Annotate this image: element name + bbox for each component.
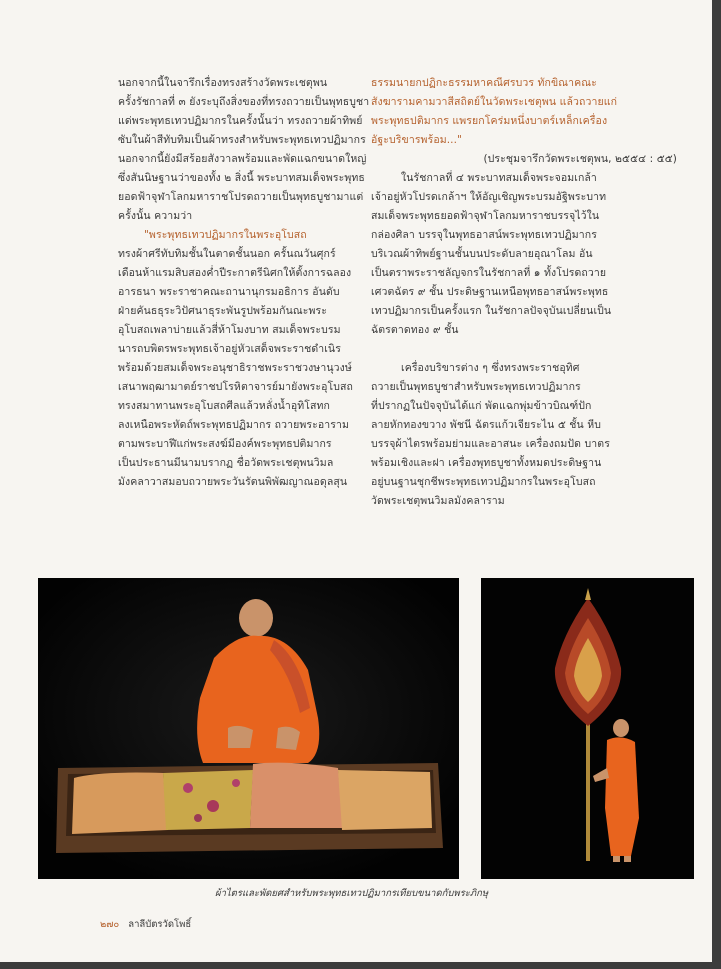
right-column-line: ถวายเป็นพุทธบูชาสำหรับพระพุทธเทวปฏิมากร — [371, 381, 581, 393]
monk-head — [239, 599, 273, 637]
right-column-line: ในรัชกาลที่ ๔ พระบาทสมเด็จพระจอมเกล้า — [401, 172, 597, 184]
right-column-line: ธรรมนายกปฏิกะธรรมหาคณีศรบวร ทักขิณาคณะ — [371, 77, 597, 89]
robe-cloth-2 — [250, 763, 343, 828]
left-column-line: ทรงผ้าศรีทับทิมชั้นในตาดชั้นนอก ครั้นณวันศุกร์ — [118, 248, 336, 260]
right-column-line: สังฆารามคามวาสีสถิตย์ในวัดพระเชตุพน แล้วถวายแก่ — [371, 96, 618, 108]
robe-cloth-3 — [338, 770, 432, 830]
left-column-line: แด่พระพุทธเทวปฏิมากรในครั้งนั้นว่า ทรงถวายผ้าทิพย์ — [118, 115, 363, 127]
left-column-line: ทรงสมาทานพระอุโบสถศีลแล้วหลั่งน้ำอุทิโสทก — [118, 400, 330, 412]
standing-monk-head — [613, 719, 629, 737]
right-column-line: เจ้าอยู่หัวโปรดเกล้าฯ ให้อัญเชิญพระบรมอัฐิพระบาท — [371, 191, 607, 203]
left-column-line: อุโบสถเพลาบ่ายแล้วสี่ห้าโมงบาท สมเด็จพระบรม — [118, 324, 341, 336]
left-column-line: ครั้งรัชกาลที่ ๓ ยังระบุถึงสิ่งของที่ทรงถวายเป็นพุทธบูชา — [118, 96, 370, 108]
left-column-line: อารธนา พระราชาคณะถานานุกรมอธิการ อันดับ — [118, 286, 340, 298]
photo-monk-with-fan — [481, 578, 694, 879]
left-column-line: นอกจากนี้ยังมีสร้อยสังวาลพร้อมและพัดแฉกขนาดใหญ่ — [118, 153, 367, 165]
scan-edge-right — [712, 0, 721, 969]
right-text-column — [371, 74, 707, 511]
right-column-line: ลายหักทองขวาง พัชนี ฉัตรแก้วเจียระไน ๕ ชั้น หีบ — [371, 419, 602, 431]
right-column-line: สมเด็จพระพุทธยอดฟ้าจุฬาโลกมหาราชบรรจุไว้ใน — [371, 210, 600, 222]
left-column-line: มังคลาวาสมอบถวายพระวันรัตนพิพัฒญาณอดุลสุน — [118, 476, 348, 488]
publication-name: ลาลีบัตรวัดโพธิ์ — [128, 919, 192, 930]
left-column-line: ตามพระบาฬีแก่พระสงฆ์มีองค์พระพุทธปติมากร — [118, 438, 332, 450]
right-column-line: พระพุทธปติมากร แพรยกโคร่มหนึ่งบาตร์เหล็กเครื่อง — [371, 115, 608, 127]
page-number: ๒๗๐ — [100, 919, 120, 930]
left-column-line: นารถบพิตรพระพุทธเจ้าอยู่หัวเสด็จพระราชดำเนิร — [118, 343, 341, 355]
right-column-line: กล่องศิลา บรรจุในพุทธอาสน์พระพุทธเทวปฏิมากร — [371, 229, 597, 241]
photo-caption: ผ้าไตรและพัดยศสำหรับพระพุทธเทวปฏิมากรเทียบขนาดกับพระภิกษุ — [215, 888, 489, 899]
right-column-line: (ประชุมจารึกวัดพระเชตุพน, ๒๕๕๔ : ๕๕) — [483, 153, 677, 165]
right-column-line: วัดพระเชตุพนวิมลมังคลาราม — [371, 495, 505, 507]
right-column-line: บรรจุผ้าไตรพร้อมย่ามและอาสนะ เครื่องถมปัด บาตร — [371, 438, 610, 450]
left-column-line: ยอดฟ้าจุฬาโลกมหาราชโปรดถวายเป็นพุทธบูชามาแต่ — [118, 191, 364, 203]
robe-cloth-1 — [72, 773, 168, 834]
right-column-line: พร้อมเชิงและฝา เครื่องพุทธบูชาทั้งหมดประดิษฐาน — [371, 457, 602, 469]
left-column-line: นอกจากนี้ในจารึกเรื่องทรงสร้างวัดพระเชตุพน — [118, 77, 328, 89]
right-column-line: บริเวณผ้าทิพย์ฐานชั้นบนประดับลายอุณาโลม อัน — [371, 248, 593, 260]
right-column-line: อยู่บนฐานชุกชีพระพุทธเทวปฏิมากรในพระอุโบสถ — [371, 476, 596, 488]
page-footer — [100, 917, 191, 932]
photo-monk-with-robes-art — [38, 578, 459, 879]
photo-monk-with-fan-art — [481, 578, 694, 879]
left-column-line: ซึ่งสันนิษฐานว่าของทั้ง ๒ สิ่งนี้ พระบาทสมเด็จพระพุทธ — [118, 172, 365, 184]
left-column-line: เสนาพฤฒามาตย์ราชปโรหิตาจารย์มายังพระอุโบสถ — [118, 381, 353, 393]
photo-monk-with-robes — [38, 578, 459, 879]
right-column-line: เศวตฉัตร ๙ ชั้น ประดิษฐานเหนือพุทธอาสน์พระพุทธ — [371, 286, 609, 298]
right-column-line — [371, 340, 707, 359]
standing-monk-robe — [605, 737, 639, 856]
left-column-line: ซับในผ้าสีทับทิมเป็นผ้าทรงสำหรับพระพุทธเทวปฏิมากร — [118, 134, 366, 146]
left-column-line: ลงเหนือพระหัดถ์พระพุทธปฏิมากร ถวายพระอาราม — [118, 419, 350, 431]
right-column-line: อัฐะบริขารพร้อม..." — [371, 134, 462, 146]
right-column-line: ฉัตรตาดทอง ๙ ชั้น — [371, 324, 459, 336]
left-column-line: เดือนห้าแรมสิบสองค่ำปีระกาตรีนิศกให้ตั้งการฉลอง — [118, 267, 352, 279]
left-column-line: ฝ่ายคันธธุระวิปัศนาธุระพันรูปพร้อมกันณะพระ — [118, 305, 327, 317]
right-column-line: เป็นตราพระราชลัญจกรในรัชกาลที่ ๑ ทั้งโปรดถวาย — [371, 267, 607, 279]
right-column-line: เทวปฏิมากรเป็นครั้งแรก ในรัชกาลปัจจุบันเปลี่ยนเป็น — [371, 305, 612, 317]
right-column-line: ที่ปรากฏในปัจจุบันได้แก่ พัดแฉกพุ่มข้าวบิณฑ์ปัก — [371, 400, 592, 412]
scan-edge-bottom — [0, 962, 721, 969]
right-column-line: เครื่องบริขารต่าง ๆ ซึ่งทรงพระราชอุทิศ — [401, 362, 580, 374]
left-column-line: "พระพุทธเทวปฏิมากรในพระอุโบสถ — [144, 229, 307, 241]
left-column-line: เป็นประธานมีนามบรากฏ ชื่อวัดพระเชตุพนวิมล — [118, 457, 334, 469]
robe-cloth-floral — [163, 770, 253, 830]
left-column-line: ครั้งนั้น ความว่า — [118, 210, 193, 222]
left-column-line: พร้อมด้วยสมเด็จพระอนุชาธิราชพระราชวงษานุวงษ์ — [118, 362, 352, 374]
